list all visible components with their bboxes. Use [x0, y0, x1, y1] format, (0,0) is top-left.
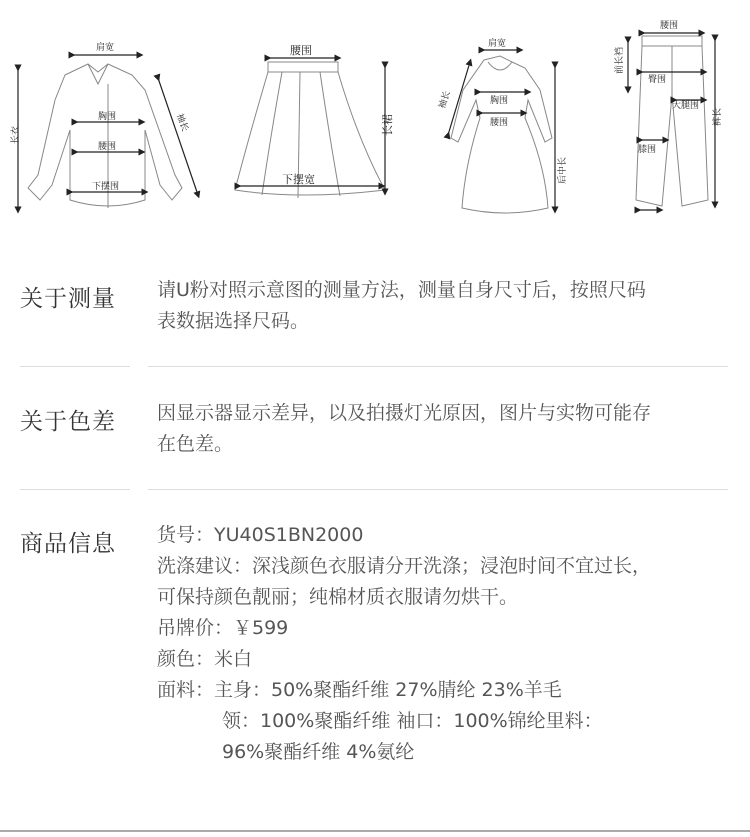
divider [148, 366, 728, 367]
tag-price: 吊牌价：￥599 [157, 617, 289, 639]
measurement-body [157, 275, 737, 337]
skirt-waist-label: 腰围 [290, 44, 312, 57]
color-diff-line-1: 因显示器显示差异，以及拍摄灯光原因，图片与实物可能存 [157, 402, 652, 424]
product-sku: 货号：YU40S1BN2000 [157, 524, 364, 546]
divider [148, 489, 728, 490]
dress-chest-label: 胸围 [490, 96, 509, 106]
shirt-length-label: 长衣 [11, 125, 21, 144]
pants-hip-label: 臀围 [648, 75, 667, 85]
dress-sleeve-label: 袖长 [437, 89, 453, 111]
wash-advice-line-2: 可保持颜色靓丽；纯棉材质衣服请勿烘干。 [157, 586, 519, 608]
dress-diagram [451, 56, 552, 213]
dress-length-label: 后中长 [558, 156, 568, 184]
measurement-line-1: 请U粉对照示意图的测量方法，测量自身尺寸后，按照尺码 [157, 279, 646, 301]
dress-waist-label: 腰围 [490, 118, 509, 128]
divider [20, 366, 130, 367]
bottom-divider [0, 830, 750, 832]
pants-knee-label: 膝围 [638, 145, 657, 155]
shirt-shoulder-label: 肩宽 [96, 43, 115, 53]
color-diff-title: 关于色差 [20, 409, 116, 435]
shirt-chest-label: 胸围 [98, 112, 117, 122]
measurement-title: 关于测量 [20, 286, 116, 312]
pants-thigh-label: 大腿围 [672, 101, 700, 111]
divider [20, 489, 130, 490]
skirt-hem-label: 下摆宽 [282, 173, 315, 186]
shirt-hem-label: 下摆围 [92, 182, 120, 192]
product-info-body [157, 520, 737, 768]
skirt-length-label: 长裙 [381, 114, 394, 136]
product-info-title: 商品信息 [20, 531, 116, 557]
pants-length-label: 裤长 [713, 107, 723, 126]
color-diff-body [157, 398, 737, 460]
shirt-sleeve-label: 袖长 [173, 112, 190, 133]
dress-shoulder-label: 肩宽 [488, 39, 507, 49]
wash-advice-line-1: 洗涤建议：深浅颜色衣服请分开洗涤；浸泡时间不宜过长， [157, 555, 652, 577]
color-diff-line-2: 在色差。 [157, 433, 234, 455]
fabric-main: 面料：主身：50%聚酯纤维 27%腈纶 23%羊毛 [157, 679, 562, 701]
color: 颜色：米白 [157, 648, 253, 670]
pants-diagram [636, 36, 708, 206]
size-diagrams [0, 0, 750, 230]
shirt-waist-label: 腰围 [98, 142, 117, 152]
pants-rise-label: 前长裆 [615, 46, 625, 74]
measurement-diagram-svg [0, 0, 750, 230]
measurement-line-2: 表数据选择尺码。 [157, 310, 310, 332]
fabric-lining: 96%聚酯纤维 4%氨纶 [222, 741, 415, 763]
fabric-collar-cuff: 领：100%聚酯纤维 袖口：100%锦纶里料： [222, 710, 603, 732]
pants-waist-label: 腰围 [660, 21, 679, 31]
